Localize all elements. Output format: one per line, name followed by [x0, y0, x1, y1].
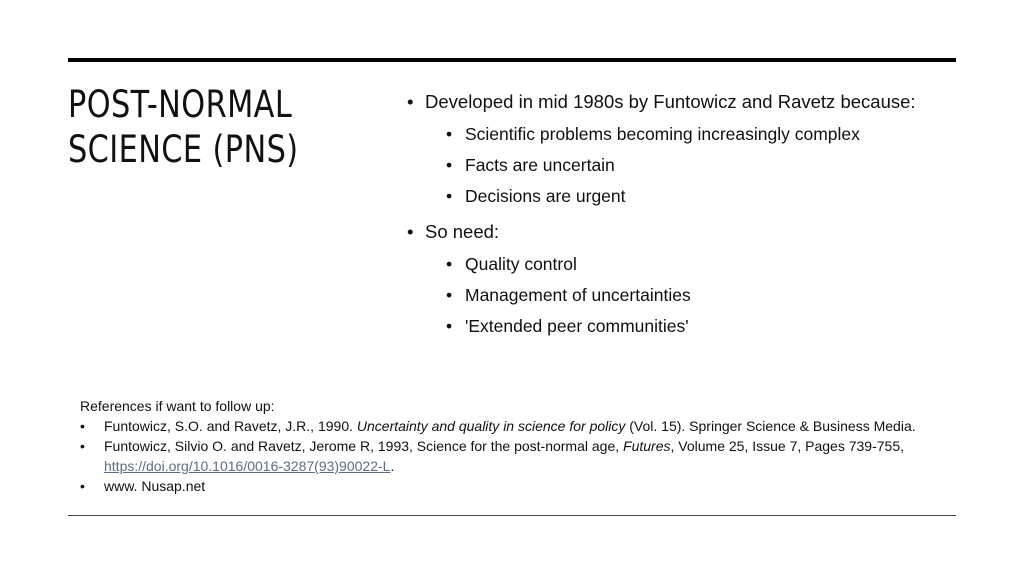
reference-item	[68, 476, 956, 496]
bullet-text: So need:	[425, 221, 500, 242]
sub-bullet-text: Scientific problems becoming increasingly complex	[465, 124, 860, 144]
reference-text: www. Nusap.net	[104, 478, 206, 494]
doi-link[interactable]: https://doi.org/10.1016/0016-3287(93)90022-L	[104, 458, 391, 474]
sub-bullet-item	[445, 311, 945, 342]
sub-bullet-item	[445, 280, 945, 311]
sub-bullet-item	[445, 181, 945, 212]
bullet-text: Developed in mid 1980s by Funtowicz and Ravetz because:	[425, 91, 916, 112]
top-rule	[68, 58, 956, 62]
reference-text-after: (Vol. 15). Springer Science & Business Media.	[625, 418, 916, 434]
sub-bullet-text: Management of uncertainties	[465, 285, 691, 305]
bullet-dot-icon: •	[407, 91, 414, 112]
reference-text: Funtowicz, S.O. and Ravetz, J.R., 1990.	[104, 418, 357, 434]
references-box	[68, 396, 956, 496]
slide-title	[68, 82, 314, 172]
sub-bullet-text: Facts are uncertain	[465, 155, 615, 175]
reference-italic-title: Uncertainty and quality in science for policy	[356, 418, 626, 434]
reference-italic-title: Futures	[623, 438, 671, 454]
bullet-dot-icon: •	[446, 155, 453, 175]
sub-bullet-item	[445, 119, 945, 150]
slide-title-line-1: POST-NORMAL	[68, 83, 293, 126]
bullet-dot-icon: •	[446, 254, 453, 274]
bullet-dot-icon: •	[446, 316, 453, 336]
bullet-dot-icon: •	[80, 438, 85, 454]
bullet-dot-icon: •	[407, 221, 414, 242]
references-heading: References if want to follow up:	[80, 398, 275, 414]
reference-text-after: , Volume 25, Issue 7, Pages 739-755,	[670, 438, 904, 454]
bullet-dot-icon: •	[80, 418, 85, 434]
reference-text-end: .	[390, 458, 395, 474]
bottom-rule	[68, 515, 956, 516]
bullet-dot-icon: •	[446, 186, 453, 206]
reference-text: Funtowicz, Silvio O. and Ravetz, Jerome R, 1993, Science for the post-normal age,	[104, 438, 624, 454]
sub-bullet-item	[445, 249, 945, 280]
sub-bullet-text: 'Extended peer communities'	[465, 316, 689, 336]
bullet-item	[405, 88, 945, 212]
reference-item	[68, 416, 956, 436]
bullet-dot-icon: •	[446, 124, 453, 144]
sub-bullet-item	[445, 150, 945, 181]
sub-bullet-text: Quality control	[465, 254, 577, 274]
bullet-dot-icon: •	[80, 478, 85, 494]
bullet-content	[405, 88, 945, 342]
slide-title-line-2: SCIENCE (PNS)	[68, 128, 299, 171]
reference-item	[68, 436, 956, 476]
bullet-item	[405, 218, 945, 342]
bullet-dot-icon: •	[446, 285, 453, 305]
sub-bullet-text: Decisions are urgent	[465, 186, 626, 206]
